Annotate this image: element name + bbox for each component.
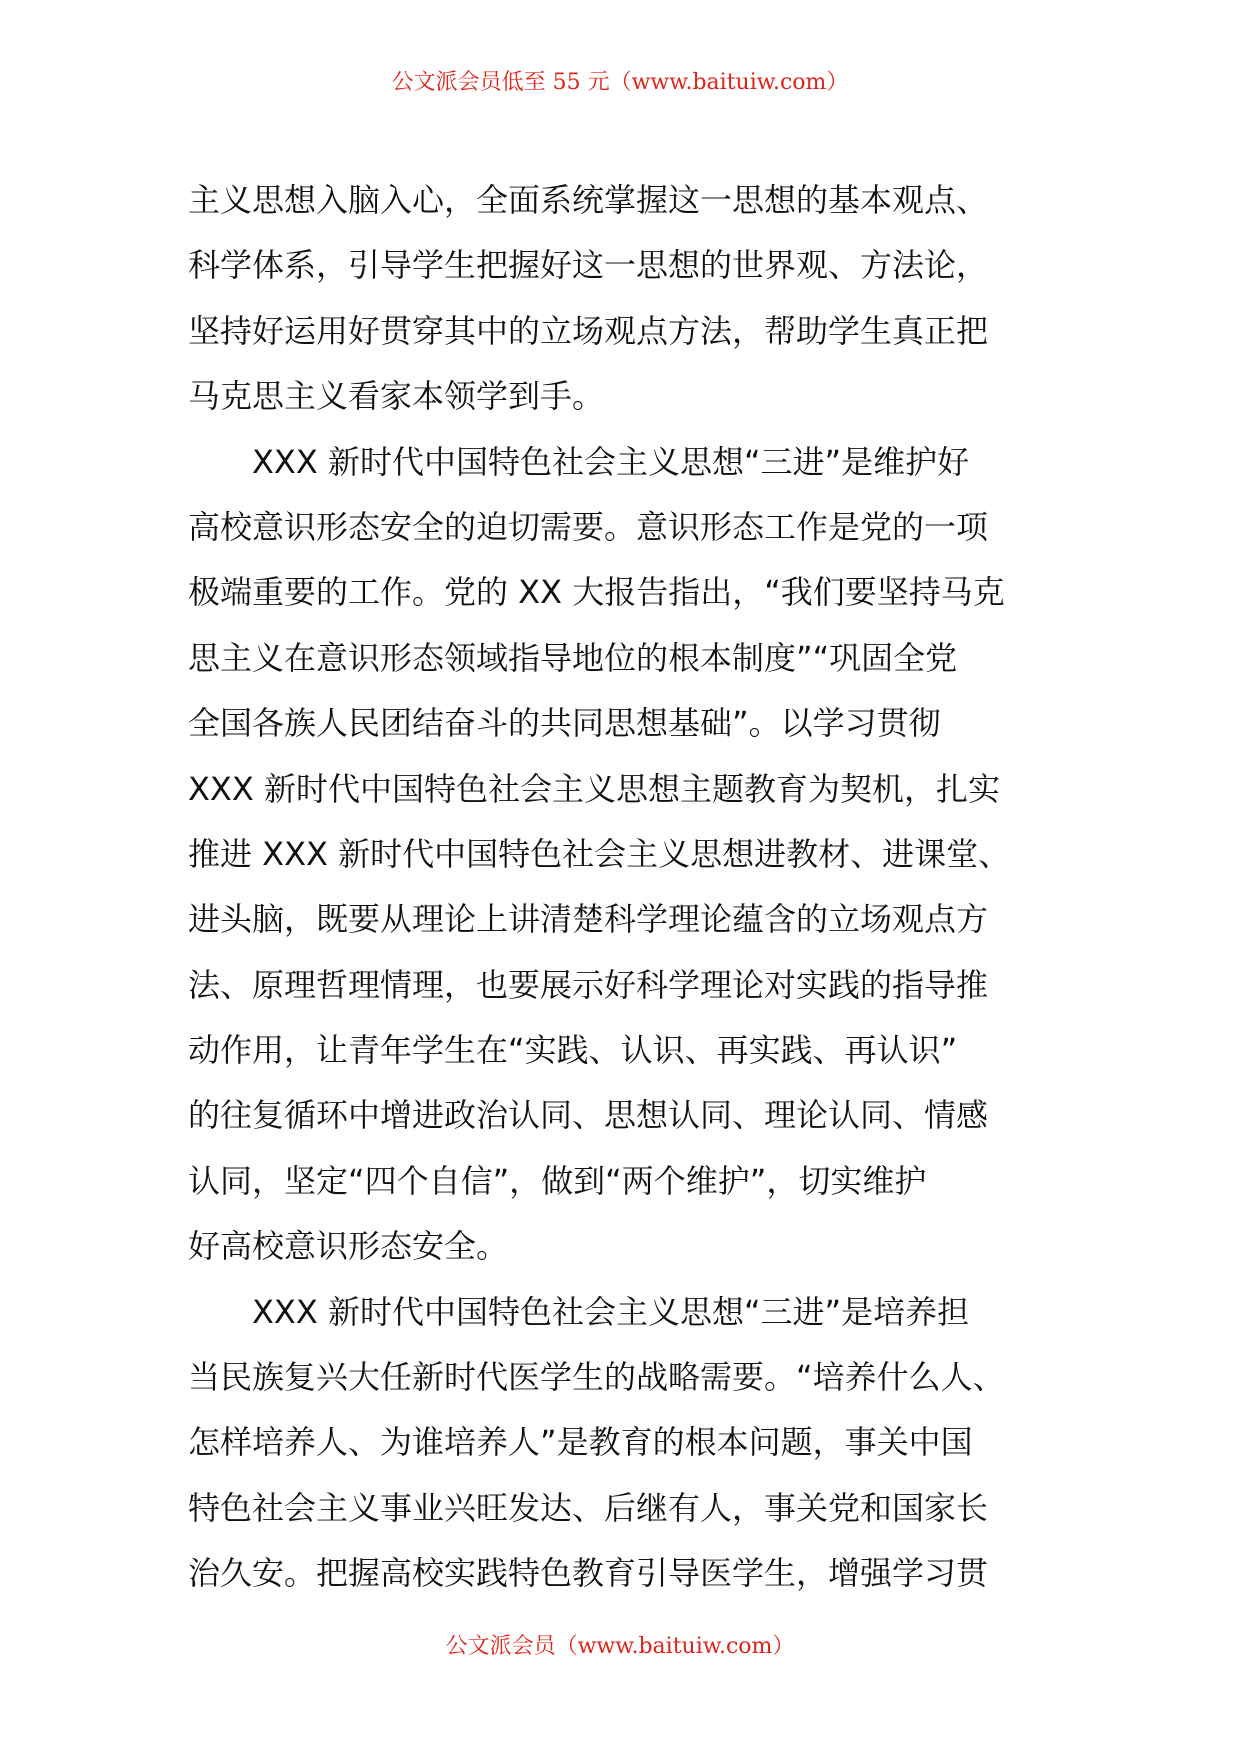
text-line: 进头脑，既要从理论上讲清楚科学理论蕴含的立场观点方 <box>188 900 989 939</box>
text-line: 治久安。把握高校实践特色教育引导医学生，增强学习贯 <box>188 1554 989 1593</box>
text-line: 好高校意识形态安全。 <box>188 1227 509 1266</box>
text-line: 当民族复兴大任新时代医学生的战略需要。“培养什么人、 <box>188 1358 1005 1397</box>
text-line: 全国各族人民团结奋斗的共同思想基础”。以学习贯彻 <box>188 704 941 743</box>
text-line: 主义思想入脑入心，全面系统掌握这一思想的基本观点、 <box>188 181 989 219</box>
page-header-watermark: 公文派会员低至 55 元（www.baituiw.com） <box>391 70 849 95</box>
text-line: 极端重要的工作。党的 XX 大报告指出，“我们要坚持马克 <box>188 573 1005 612</box>
text-line: 动作用，让青年学生在“实践、认识、再实践、再认识” <box>188 1031 958 1070</box>
document-body <box>188 168 1058 1607</box>
text-line: 的往复循环中增进政治认同、思想认同、理论认同、情感 <box>188 1096 989 1135</box>
text-line: 推进 XXX 新时代中国特色社会主义思想进教材、进课堂、 <box>188 834 1011 873</box>
text-line: 坚持好运用好贯穿其中的立场观点方法，帮助学生真正把 <box>188 311 989 350</box>
text-line: 科学体系，引导学生把握好这一思想的世界观、方法论， <box>188 246 989 285</box>
text-line: 高校意识形态安全的迫切需要。意识形态工作是党的一项 <box>188 507 989 546</box>
page-footer-watermark: 公文派会员（www.baituiw.com） <box>445 1634 795 1659</box>
text-line: 马克思主义看家本领学到手。 <box>188 377 605 416</box>
paragraph-first-line: XXX 新时代中国特色社会主义思想“三进”是维护好 <box>252 442 970 481</box>
paragraph-first-line: XXX 新时代中国特色社会主义思想“三进”是培养担 <box>252 1292 970 1331</box>
text-line: 法、原理哲理情理，也要展示好科学理论对实践的指导推 <box>188 965 989 1004</box>
text-line: 特色社会主义事业兴旺发达、后继有人，事关党和国家长 <box>188 1488 989 1527</box>
text-line: 认同，坚定“四个自信”，做到“两个维护”，切实维护 <box>188 1161 927 1200</box>
text-line: 怎样培养人、为谁培养人”是教育的根本问题，事关中国 <box>188 1423 973 1462</box>
text-line: XXX 新时代中国特色社会主义思想主题教育为契机，扎实 <box>188 769 1000 808</box>
text-line: 思主义在意识形态领域指导地位的根本制度”“巩固全党 <box>188 638 958 677</box>
